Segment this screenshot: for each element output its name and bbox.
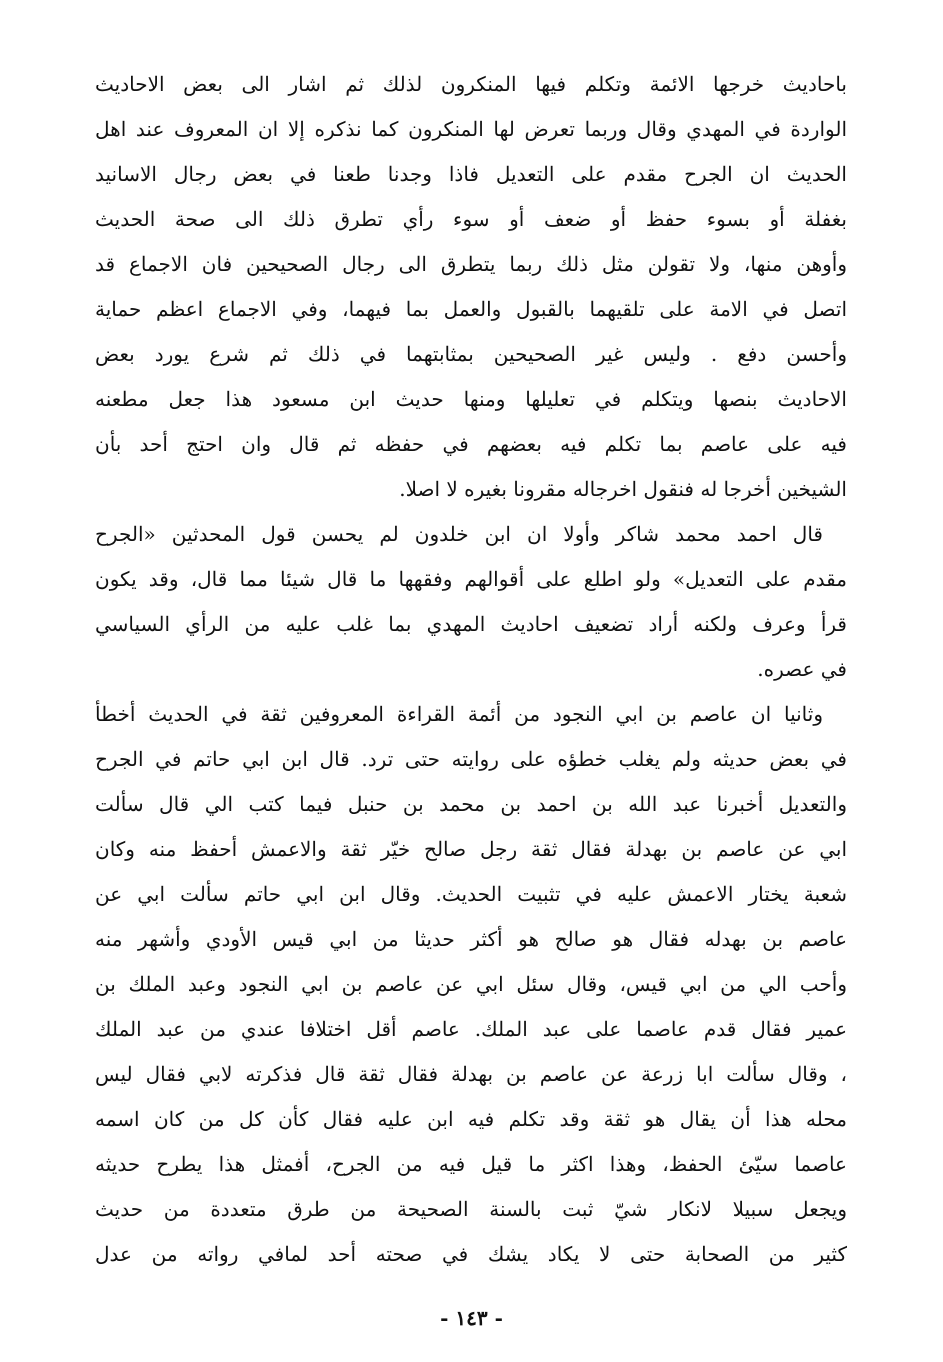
text-line: ويجعل سبيلا لانكار شيّ ثبت بالسنة الصحيحة من طرق متعددة من حديث <box>95 1197 847 1221</box>
page-text <box>95 62 847 1277</box>
paragraph-end-line: في عصره. <box>757 657 847 681</box>
text-line: وأحسن دفع . وليس غير الصحيحين بمثابتهما في ذلك ثم شرع يورد بعض <box>95 342 847 366</box>
paragraph-start-line: وثانيا ان عاصم بن ابي النجود من أئمة القراءة المعروفين ثقة في الحديث أخطأ <box>95 702 823 726</box>
text-line: كثير من الصحابة حتى لا يكاد يشك في صحته أحد لمافي رواته من عدل <box>95 1242 847 1266</box>
text-line: وأحب الي من ابي قيس، وقال سئل ابي عن عاصم بن ابي النجود وعبد الملك بن <box>95 972 847 996</box>
text-line: عاصم بن بهدله فقال هو صالح هو أكثر حديثا من ابي قيس الأودي وأشهر منه <box>95 927 847 951</box>
text-line: ، وقال سألت ابا زرعة عن عاصم بن بهدلة فقال ثقة قال فذكرته لابي فقال ليس <box>95 1062 847 1086</box>
paragraph-end-line: الشيخين أخرجا له فنقول اخرجاله مقرونا بغيره لا اصلا. <box>399 477 847 501</box>
text-line: فيه على عاصم بما تكلم فيه بعضهم في حفظه ثم قال وان احتج أحد بأن <box>95 432 847 456</box>
text-line: عمير فقال قدم عاصما على عبد الملك. عاصم أقل اختلافا عندي من عبد الملك <box>95 1017 847 1041</box>
page-number: - ١٤٣ - <box>440 1306 503 1330</box>
text-line: والتعديل أخبرنا عبد الله بن احمد بن محمد بن حنبل فيما كتب الي قال سألت <box>95 792 847 816</box>
text-line: عاصما سيّئ الحفظ، وهذا اكثر ما قيل فيه من الجرح، أفمثل هذا يطرح حديثه <box>95 1152 847 1176</box>
text-line: وأوهن منها، ولا تقولن مثل ذلك ربما يتطرق الى رجال الصحيحين فان الاجماع قد <box>95 252 847 276</box>
text-line: قرأ وعرف ولكنه أراد تضعيف احاديث المهدي بما غلب عليه من الرأي السياسي <box>95 612 847 636</box>
text-line: الاحاديث بنصها ويتكلم في تعليلها ومنها حديث ابن مسعود هذا جعل مطعنه <box>95 387 847 411</box>
text-line: في بعض حديثه ولم يغلب خطؤه على روايته حتى ترد. قال ابن ابي حاتم في الجرح <box>95 747 847 771</box>
paragraph-start-line: قال احمد محمد شاكر وأولا ان ابن خلدون لم يحسن قول المحدثين «الجرح <box>95 522 823 546</box>
text-line: ابي عن عاصم بن بهدلة فقال ثقة رجل صالح خيّر ثقة والاعمش أحفظ منه وكان <box>95 837 847 861</box>
text-line: شعبة يختار الاعمش عليه في تثبيت الحديث. وقال ابن ابي حاتم سألت ابي عن <box>95 882 847 906</box>
text-line: بغفلة أو بسوء حفظ أو ضعف أو سوء رأي تطرق ذلك الى صحة الحديث <box>95 207 847 231</box>
text-line: مقدم على التعديل» ولو اطلع على أقوالهم وفقهها ما قال شيئا مما قال، وقد يكون <box>95 567 847 591</box>
text-line: محله هذا أن يقال هو ثقة وقد تكلم فيه ابن عليه فقال كأن كل من كان اسمه <box>95 1107 847 1131</box>
text-line: الواردة في المهدي وقال وربما تعرض لها المنكرون كما نذكره إلا ان المعروف عند اهل <box>95 117 847 141</box>
text-line: باحاديث خرجها الائمة وتكلم فيها المنكرون لذلك ثم اشار الى بعض الاحاديث <box>95 72 847 96</box>
text-line: اتصل في الامة على تلقيهما بالقبول والعمل بما فيهما، وفي الاجماع اعظم حماية <box>95 297 847 321</box>
text-line: الحديث ان الجرح مقدم على التعديل فاذا وجدنا طعنا في بعض رجال الاسانيد <box>95 162 847 186</box>
